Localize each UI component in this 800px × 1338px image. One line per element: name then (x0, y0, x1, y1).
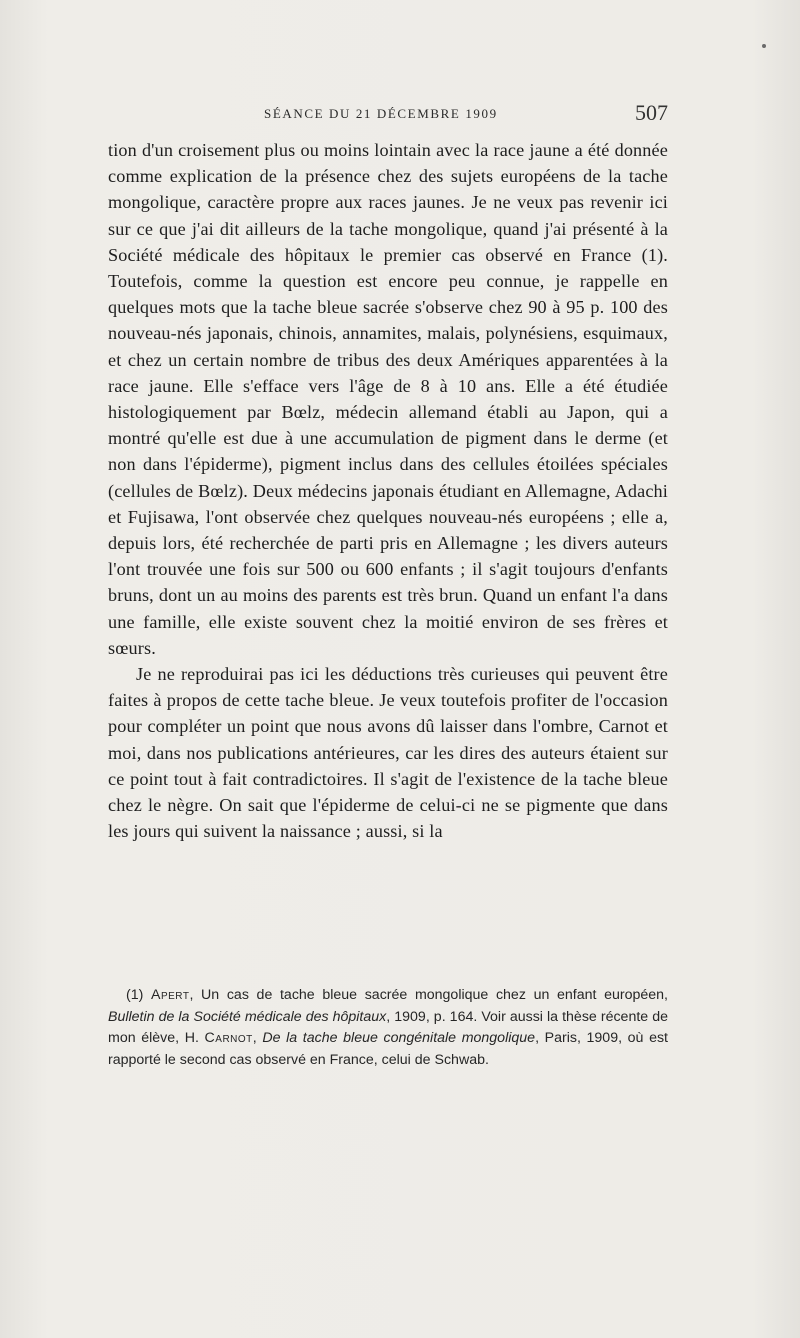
paragraph-1 (108, 137, 668, 661)
footnote-author-carnot: Carnot (204, 1030, 253, 1046)
footnote-marker: (1) (126, 987, 144, 1003)
paragraph-1-part-a: tion d'un croisement plus ou moins lointain avec la race jaune a été donnée comme explication de la présence chez des sujets européens de la tache mongolique, caractère propre aux races jaunes. Je ne veux pas revenir ici sur ce que j'ai dit ailleurs de la tache mongolique, quand j'ai présenté à la Société médicale des hôpitaux le premier cas observé en France (108, 140, 668, 265)
footnote (108, 985, 668, 1071)
paragraph-1-part-b: . Toutefois, comme la question est encore peu connue, je rappelle en quelques mots que la tache bleue sacrée s'observe chez 90 à 95 p. 100 des nouveau-nés japonais, chinois, annamites, malais, polynésiens, esquimaux, et chez un certain nombre de tribus des deux Amériques apparentées à la race jaune. Elle s'efface vers l'âge de 8 à 10 ans. Elle a été étudiée histologiquement par Bœlz, médecin allemand établi au Japon, qui a montré qu'elle est due à une accumulation de pigment dans le derme (et non dans l'épiderme), pigment inclus dans des cellules étoilées spéciales (cellules de Bœlz). Deux médecins japonais étudiant en Allemagne, Adachi et Fujisawa, l'ont observée chez quelques nouveau-nés européens ; elle a, depuis lors, été recherchée de parti pris en Allemagne ; les divers auteurs l'ont trouvée une fois sur 500 ou 600 enfants ; il s'agit toujours d'enfants bruns, dont un au moins des parents est très brun. Quand un enfant l'a dans une famille, elle existe souvent chez la moitié environ de ses frères et sœurs. (108, 244, 668, 658)
footnote-text-4: , Paris, 1909, où est rapporté le second cas observé en France, celui de Schwab. (108, 1030, 668, 1068)
running-head: SÉANCE DU 21 DÉCEMBRE 1909 (264, 106, 498, 121)
footnote-text-3: , (252, 1030, 263, 1046)
footnote-reference: (1) (641, 244, 664, 265)
paragraph-2: Je ne reproduirai pas ici les déductions très curieuses qui peuvent être faites à propos de cette tache bleue. Je veux toutefois profiter de l'occasion pour compléter un point que nous avons dû laisser dans l'ombre, Carnot et moi, dans nos publications antérieures, car les dires des auteurs étaient sur ce point tout à fait contradictoires. Il s'agit de l'existence de la tache bleue chez le nègre. On sait que l'épiderme de celui-ci ne se pigmente que dans les jours qui suivent la naissance ; aussi, si la (108, 664, 668, 842)
page-number: 507 (635, 100, 668, 125)
footnote-text-2: , 1909, p. 164. Voir aussi la thèse récente de mon élève, H. (108, 1008, 668, 1046)
paper-speck (762, 44, 766, 48)
body-text (108, 137, 668, 844)
footnote-thesis-title: De la tache bleue congénitale mongolique (262, 1030, 536, 1046)
footnote-text-1: , Un cas de tache bleue sacrée mongolique chez un enfant européen, (189, 987, 668, 1003)
footnote-author-apert: Apert (151, 987, 190, 1003)
footnote-journal-title: Bulletin de la Société médicale des hôpitaux (108, 1008, 387, 1025)
page-header (108, 100, 668, 130)
footnote-text (108, 985, 668, 1071)
